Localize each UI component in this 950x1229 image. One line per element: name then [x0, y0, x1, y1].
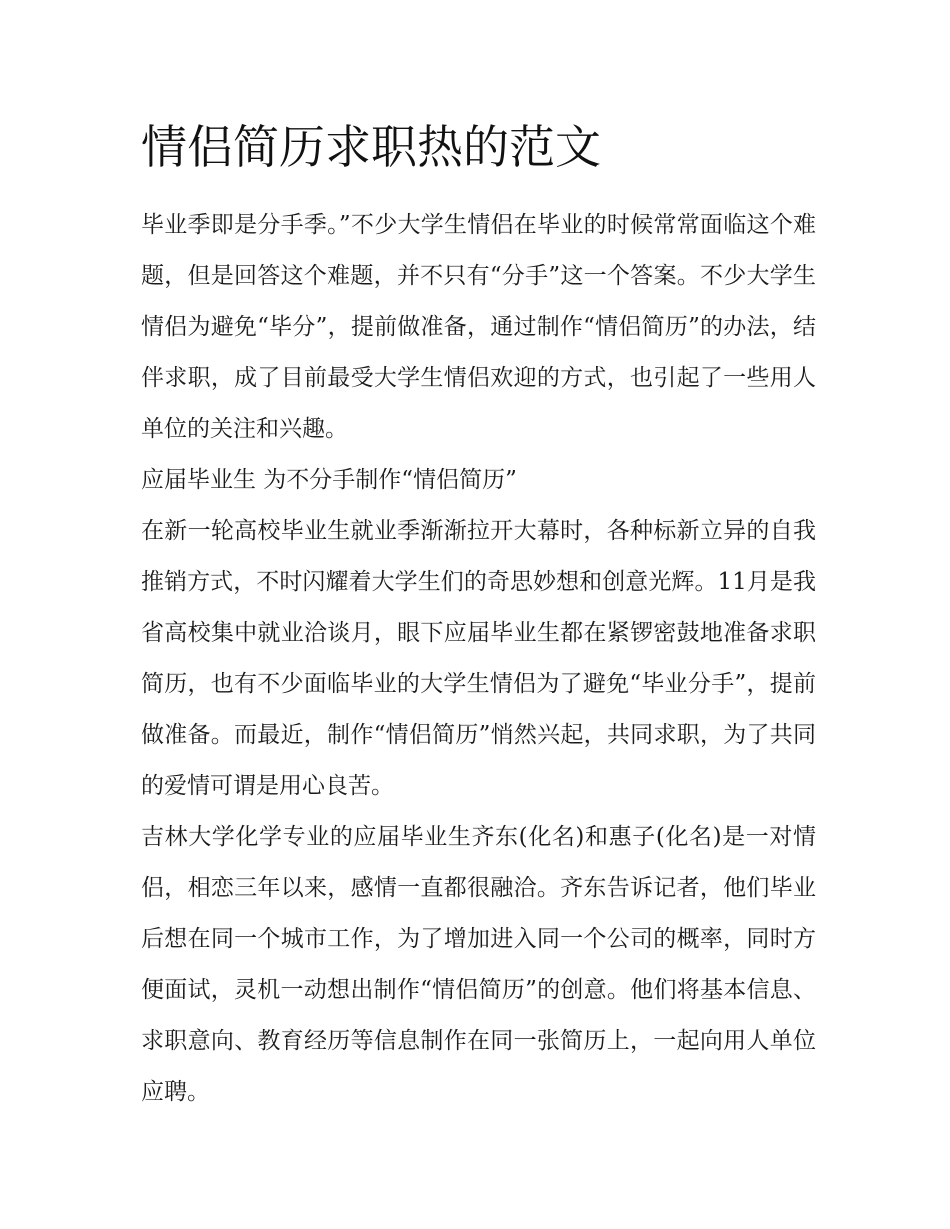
- document-title: 情侣简历求职热的范文: [141, 120, 601, 174]
- paragraph-intro: 毕业季即是分手季。”不少大学生情侣在毕业的时候常常面临这个难题，但是回答这个难题，并不只有“分手”这一个答案。不少大学生情侣为避免“毕分”，提前做准备，通过制作“情侣简历”的办法，结伴求职，成了目前最受大学生情侣欢迎的方式，也引起了一些用人单位的关注和兴趣。: [141, 212, 816, 442]
- section-heading: 应届毕业生 为不分手制作“情侣简历”: [141, 467, 517, 493]
- paragraph-example: 吉林大学化学专业的应届毕业生齐东(化名)和惠子(化名)是一对情侣，相恋三年以来，感情一直都很融洽。齐东告诉记者，他们毕业后想在同一个城市工作，为了增加进入同一个公司的概率，同时方便面试，灵机一动想出制作“情侣简历”的创意。他们将基本信息、求职意向、教育经历等信息制作在同一张简历上，一起向用人单位应聘。: [141, 824, 816, 1105]
- paragraph-background: 在新一轮高校毕业生就业季渐渐拉开大幕时，各种标新立异的自我推销方式，不时闪耀着大学生们的奇思妙想和创意光辉。11月是我省高校集中就业洽谈月，眼下应届毕业生都在紧锣密鼓地准备求职简历，也有不少面临毕业的大学生情侣为了避免“毕业分手”，提前做准备。而最近，制作“情侣简历”悄然兴起，共同求职，为了共同的爱情可谓是用心良苦。: [141, 518, 816, 799]
- document-content: [141, 112, 816, 1118]
- document-body: [141, 200, 816, 1118]
